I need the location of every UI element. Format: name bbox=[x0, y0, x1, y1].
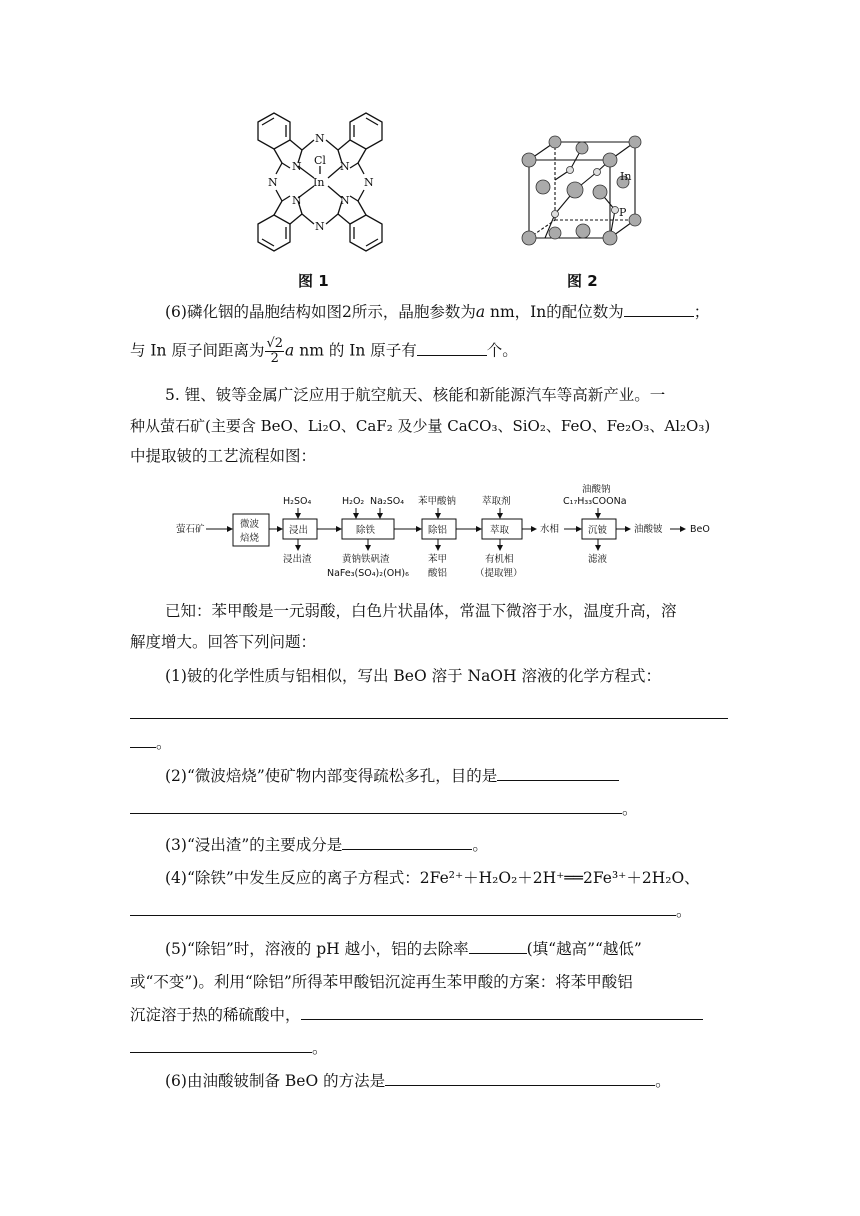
answer-line-1a[interactable] bbox=[130, 718, 728, 719]
reagent-extract: 萃取剂 bbox=[482, 496, 511, 507]
reagent-iron-1: H₂O₂ bbox=[342, 496, 365, 507]
box-leach: 浸出 bbox=[289, 525, 309, 536]
product-iron-1: 黄钠铁矾渣 bbox=[342, 554, 390, 565]
q5-intro-3: 中提取铍的工艺流程如图： bbox=[130, 447, 317, 465]
answer-line-5c[interactable] bbox=[130, 1036, 312, 1053]
product-iron-2: NaFe₃(SO₄)₂(OH)₆ bbox=[327, 568, 409, 579]
figure-2-unit-cell bbox=[515, 130, 655, 255]
atom-in: In bbox=[313, 176, 325, 189]
atom-n-ur: N bbox=[340, 160, 350, 173]
known-1: 已知：苯甲酸是一元弱酸，白色片状晶体，常温下微溶于水，温度升高，溶 bbox=[165, 602, 677, 620]
q5-part-5d: 沉淀溶于热的稀硫酸中， bbox=[130, 1003, 730, 1027]
q5-part-5c: 或“不变”)。利用“除铝”所得苯甲酸铝沉淀再生苯甲酸的方案：将苯甲酸铝 bbox=[130, 973, 633, 991]
flow-be-oleate: 油酸铍 bbox=[634, 524, 663, 535]
q6-line-2: 与 In 原子间距离为 $\frac{√2}{2}$ a nm 的 In 原子有 个。 bbox=[130, 336, 518, 366]
answer-line-4[interactable] bbox=[130, 899, 676, 916]
box-microwave-1: 微波 bbox=[240, 519, 260, 530]
label-p: P bbox=[619, 206, 627, 219]
atom-n-ll: N bbox=[292, 194, 302, 207]
box-extract: 萃取 bbox=[490, 525, 510, 536]
q5-part-2-end: 。 bbox=[130, 797, 730, 821]
reagent-al: 苯甲酸钠 bbox=[418, 496, 457, 507]
reagent-be-2: C₁₇H₃₃COONa bbox=[563, 496, 627, 507]
product-be-filtrate: 滤液 bbox=[588, 554, 608, 565]
answer-line-1b[interactable] bbox=[130, 731, 156, 748]
q5-intro-2: 种从萤石矿(主要含 BeO、Li₂O、CaF₂ 及少量 CaCO₃、SiO₂、FeO、Fe₂O₃、Al₂O₃) bbox=[130, 417, 711, 435]
flow-water-phase: 水相 bbox=[540, 524, 560, 535]
atom-n-ul: N bbox=[292, 160, 302, 173]
q6-line-1: (6)磷化铟的晶胞结构如图2所示，晶胞参数为a nm，In的配位数为 ； bbox=[165, 300, 735, 324]
answer-line-3[interactable] bbox=[342, 833, 472, 850]
q5-part-6: (6)由油酸铍制备 BeO 的方法是 。 bbox=[165, 1069, 765, 1093]
answer-line-5b[interactable] bbox=[301, 1003, 703, 1020]
product-leach: 浸出渣 bbox=[283, 554, 312, 565]
reagent-be-1: 油酸钠 bbox=[582, 484, 611, 495]
q5-part-1: (1)铍的化学性质与铝相似，写出 BeO 溶于 NaOH 溶液的化学方程式： bbox=[165, 667, 661, 685]
atom-n-left: N bbox=[268, 176, 278, 189]
answer-line-2a[interactable] bbox=[497, 764, 619, 781]
label-in: In bbox=[620, 170, 632, 183]
process-flowchart bbox=[170, 484, 730, 589]
atom-n-top: N bbox=[315, 132, 325, 145]
q5-part-4: (4)“除铁”中发生反应的离子方程式：2Fe²⁺＋H₂O₂＋2H⁺══2Fe³⁺＋2H₂O、 bbox=[165, 869, 700, 887]
q5-part-5-end: 。 bbox=[130, 1036, 730, 1060]
box-remove-al: 除铝 bbox=[428, 525, 448, 536]
box-remove-iron: 除铁 bbox=[356, 525, 376, 536]
sqrt2-over-2: $\frac{√2}{2}$ bbox=[266, 336, 284, 366]
figure-1-caption: 图 1 bbox=[298, 272, 329, 290]
atom-n-bottom: N bbox=[315, 220, 325, 233]
q5-part-3: (3)“浸出渣”的主要成分是 。 bbox=[165, 833, 765, 857]
reagent-leach: H₂SO₄ bbox=[283, 496, 312, 507]
q5-part-1-end: 。 bbox=[130, 731, 730, 755]
q6-blank-count[interactable] bbox=[417, 339, 487, 356]
atom-n-right: N bbox=[364, 176, 374, 189]
q5-part-4-end: 。 bbox=[130, 899, 730, 923]
product-extract-1: 有机相 bbox=[485, 554, 514, 565]
q5-part-5a: (5)“除铝”时，溶液的 pH 越小，铝的去除率 (填“越高”“越低” bbox=[165, 937, 765, 961]
answer-line-6[interactable] bbox=[385, 1069, 655, 1086]
box-precipitate-be: 沉铍 bbox=[588, 525, 608, 536]
q5-part-2: (2)“微波焙烧”使矿物内部变得疏松多孔，目的是 bbox=[165, 764, 735, 788]
figure-2-caption: 图 2 bbox=[567, 272, 598, 290]
answer-line-2b[interactable] bbox=[130, 797, 622, 814]
atom-cl: Cl bbox=[314, 154, 326, 167]
reagent-iron-2: Na₂SO₄ bbox=[370, 496, 405, 507]
flow-end: BeO bbox=[690, 524, 710, 535]
q6-blank-coordination[interactable] bbox=[624, 300, 694, 317]
answer-line-5a[interactable] bbox=[469, 937, 527, 954]
known-2: 解度增大。回答下列问题： bbox=[130, 633, 317, 651]
product-al-1: 苯甲 bbox=[428, 554, 448, 565]
product-al-2: 酸铝 bbox=[428, 568, 448, 579]
product-extract-2: （提取锂） bbox=[475, 568, 523, 579]
atom-n-lr: N bbox=[340, 194, 350, 207]
figure-1-structure bbox=[240, 108, 400, 256]
box-microwave-2: 焙烧 bbox=[240, 533, 260, 544]
flow-start: 萤石矿 bbox=[176, 524, 205, 535]
q5-intro-1: 5. 锂、铍等金属广泛应用于航空航天、核能和新能源汽车等高新产业。一 bbox=[165, 386, 666, 404]
